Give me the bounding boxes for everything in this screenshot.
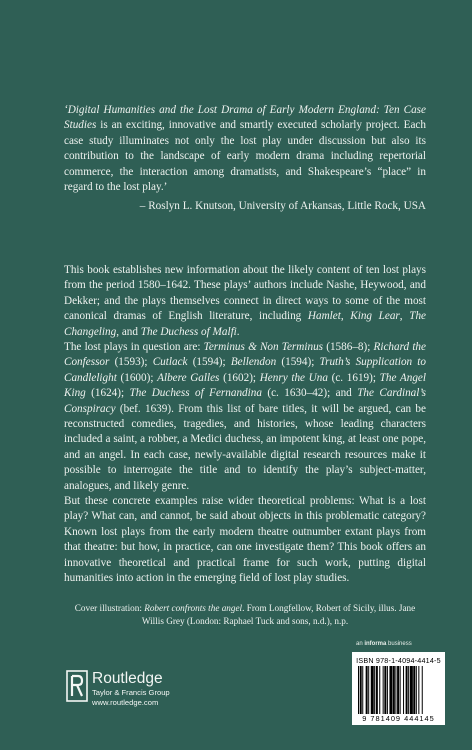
- publisher-name: Routledge: [92, 670, 163, 687]
- barcode-bar: [389, 666, 392, 714]
- publisher-group: Taylor & Francis Group: [92, 688, 170, 697]
- barcode-bar: [393, 666, 395, 714]
- barcode-bar: [400, 666, 401, 714]
- para2-intro: The lost plays in question are:: [64, 341, 204, 353]
- informa-suffix: business: [386, 641, 412, 647]
- lost-play-date: (1600);: [116, 371, 158, 384]
- isbn-label: ISBN 978-1-4094-4414-5: [356, 656, 441, 665]
- description-paragraph-1: [64, 263, 426, 340]
- lost-play-title: The Duchess of Fernandina: [129, 387, 262, 400]
- play-title: The Changeling: [64, 310, 427, 338]
- informa-business-tag: [356, 641, 436, 647]
- informa-prefix: an: [356, 641, 365, 647]
- lost-play-date: (1594);: [187, 356, 231, 369]
- separator: ,: [340, 310, 351, 323]
- barcode-bar: [416, 666, 417, 714]
- barcode-bar: [408, 666, 409, 714]
- lost-play-title: Richard the Confessor: [64, 341, 426, 369]
- book-title-italic: ‘Digital Humanities and the Lost Drama of Early Modern England: Ten Case Studies: [64, 104, 426, 132]
- lost-play-title: Bellendon: [230, 356, 277, 369]
- lost-play-date: (1586–8);: [323, 341, 374, 353]
- barcode-bars: [358, 666, 439, 714]
- barcode-bar: [387, 666, 388, 714]
- quote-text: is an exciting, innovative and smartly executed scholarly project. Each case study illuminates not only the lost play under discussion but also its contribution to the landscape of early modern drama including repertorial commerce, the interaction among dramatists, and Shakespeare’s “place” in regard to the lost play.’: [64, 119, 426, 194]
- informa-brand: informa: [364, 641, 387, 647]
- separator: .: [236, 325, 240, 338]
- lost-play-date: (1602);: [219, 371, 260, 384]
- publisher-block: [92, 670, 170, 708]
- barcode-bar: [406, 666, 408, 714]
- endorsement-quote: [64, 103, 426, 195]
- cover-label: Cover illustration:: [74, 603, 145, 613]
- barcode-bar: [418, 666, 419, 714]
- para2-rest: From this list of bare titles, it will be argued, can be reconstructed comedies, tragedies, and histories, whose leading characters included a saint, a robber, a Medici duchess, an impotent king, at least one pope, and an angel. In each case, newly-available digital research resources make it possible to interrogate the title and to identify the play’s subject-matter, analogues, and likely genre.: [64, 402, 426, 492]
- barcode-bar: [360, 666, 362, 714]
- isbn-barcode: [352, 652, 445, 725]
- barcode-bar: [410, 666, 413, 714]
- illustration-credit: . From Longfellow, Robert of Sicily, illus. Jane Willis Grey (London: Raphael Tuck and sons, n.d.), n.p.: [141, 603, 416, 626]
- illustration-title: Robert confronts the angel: [144, 603, 243, 613]
- cover-illustration-credit: [64, 602, 426, 628]
- barcode-bar: [362, 666, 363, 714]
- barcode-bar: [403, 666, 404, 714]
- lost-play-title: Terminus & Non Terminus: [203, 341, 324, 353]
- lost-play-date: (bef. 1639).: [115, 402, 179, 415]
- barcode-bar: [358, 666, 359, 714]
- barcode-bar: [397, 666, 399, 714]
- quote-attribution: – Roslyn L. Knutson, University of Arkansas, Little Rock, USA: [139, 200, 426, 212]
- barcode-bar: [422, 666, 423, 714]
- barcode-bar: [395, 666, 396, 714]
- play-title: The Duchess of Malfi: [140, 325, 237, 338]
- lost-play-date: (1593);: [109, 356, 153, 369]
- description-paragraph-3: But these concrete examples raise wider theoretical problems: What is a lost play? What can, and cannot, be said about objects in this problematic category? Known lost plays from the early modern theatre outnumber extant plays from that theatre: but how, in practice, can one investigate them? This book offers an innovative theoretical and practical frame for such work, putting digital humanities into action in the emerging field of lost play studies.: [64, 495, 426, 585]
- separator: , and: [116, 325, 141, 338]
- barcode-bar: [374, 666, 375, 714]
- lost-play-title: Truth’s Supplication to Candlelight: [64, 356, 427, 384]
- barcode-number: 9 781409 444145: [362, 714, 435, 723]
- barcode-bar: [413, 666, 415, 714]
- barcode-bar: [379, 666, 380, 714]
- lost-play-title: Albere Galles: [157, 371, 220, 384]
- barcode-bar: [383, 666, 384, 714]
- lost-play-date: (c. 1630–42); and: [261, 387, 358, 400]
- lost-play-date: (1594);: [276, 356, 320, 369]
- barcode-bar: [371, 666, 374, 714]
- lost-play-title: The Angel King: [64, 371, 426, 400]
- description-paragraph-2: [64, 340, 426, 494]
- lost-play-date: (1624);: [85, 387, 130, 400]
- barcode-bar: [384, 666, 386, 714]
- routledge-logo-icon: [66, 670, 88, 702]
- play-title: Hamlet: [307, 310, 341, 323]
- lost-play-date: (c. 1619);: [327, 371, 380, 384]
- separator: ,: [399, 310, 410, 323]
- lost-play-title: Cutlack: [152, 356, 188, 369]
- play-title: King Lear: [350, 310, 400, 323]
- lost-play-title: Henry the Una: [259, 371, 328, 384]
- publisher-url: www.routledge.com: [92, 698, 159, 707]
- barcode-bar: [366, 666, 368, 714]
- para1-text: This book establishes new information about the likely content of ten lost plays from the period 1580–1642. These plays’ authors include Nashe, Heywood, and Dekker; and the plays themselves connect in direct ways to some of the most canonical dramas of English literature, including: [64, 264, 426, 323]
- barcode-bar: [376, 666, 378, 714]
- barcode-bar: [368, 666, 369, 714]
- lost-play-title: The Cardinal’s Conspiracy: [64, 387, 426, 415]
